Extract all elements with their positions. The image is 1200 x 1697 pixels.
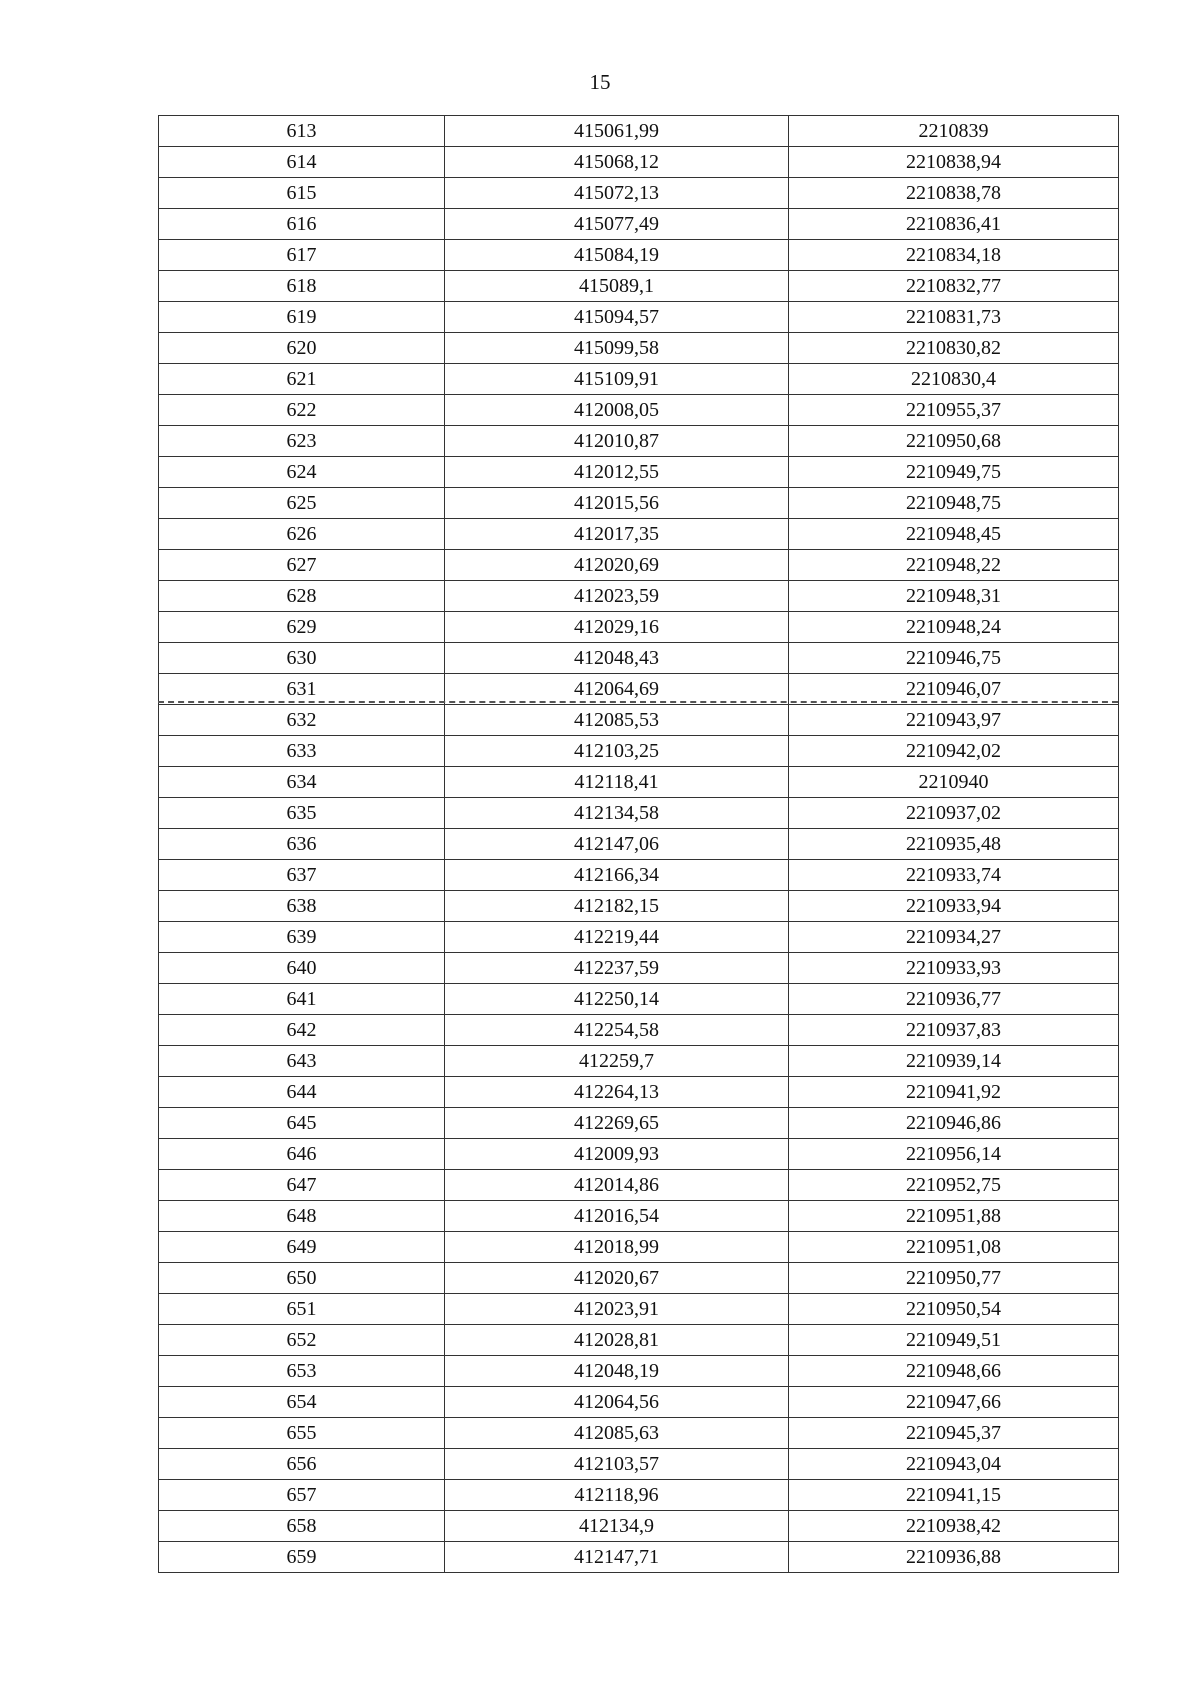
- point-number-cell: 636: [159, 829, 445, 860]
- x-coordinate-cell: 412048,43: [445, 643, 789, 674]
- y-coordinate-cell: 2210951,88: [789, 1201, 1119, 1232]
- point-number-cell: 624: [159, 457, 445, 488]
- x-coordinate-cell: 412048,19: [445, 1356, 789, 1387]
- x-coordinate-cell: 415109,91: [445, 364, 789, 395]
- y-coordinate-cell: 2210933,93: [789, 953, 1119, 984]
- y-coordinate-cell: 2210940: [789, 767, 1119, 798]
- point-number-cell: 627: [159, 550, 445, 581]
- point-number-cell: 637: [159, 860, 445, 891]
- y-coordinate-cell: 2210948,31: [789, 581, 1119, 612]
- x-coordinate-cell: 412015,56: [445, 488, 789, 519]
- point-number-cell: 642: [159, 1015, 445, 1046]
- y-coordinate-cell: 2210948,66: [789, 1356, 1119, 1387]
- y-coordinate-cell: 2210950,77: [789, 1263, 1119, 1294]
- table-row: [159, 302, 1119, 333]
- point-number-cell: 631: [159, 674, 445, 705]
- x-coordinate-cell: 412134,58: [445, 798, 789, 829]
- table-row: [159, 1449, 1119, 1480]
- y-coordinate-cell: 2210941,15: [789, 1480, 1119, 1511]
- x-coordinate-cell: 412182,15: [445, 891, 789, 922]
- point-number-cell: 622: [159, 395, 445, 426]
- table-row: [159, 829, 1119, 860]
- y-coordinate-cell: 2210948,24: [789, 612, 1119, 643]
- y-coordinate-cell: 2210948,22: [789, 550, 1119, 581]
- point-number-cell: 617: [159, 240, 445, 271]
- y-coordinate-cell: 2210949,51: [789, 1325, 1119, 1356]
- x-coordinate-cell: 412219,44: [445, 922, 789, 953]
- y-coordinate-cell: 2210947,66: [789, 1387, 1119, 1418]
- x-coordinate-cell: 415077,49: [445, 209, 789, 240]
- table-row: [159, 1077, 1119, 1108]
- point-number-cell: 641: [159, 984, 445, 1015]
- point-number-cell: 638: [159, 891, 445, 922]
- table-row: [159, 147, 1119, 178]
- table-row: [159, 1387, 1119, 1418]
- y-coordinate-cell: 2210832,77: [789, 271, 1119, 302]
- y-coordinate-cell: 2210937,02: [789, 798, 1119, 829]
- table-row: [159, 1511, 1119, 1542]
- y-coordinate-cell: 2210946,07: [789, 674, 1119, 705]
- x-coordinate-cell: 412017,35: [445, 519, 789, 550]
- x-coordinate-cell: 412259,7: [445, 1046, 789, 1077]
- x-coordinate-cell: 412029,16: [445, 612, 789, 643]
- y-coordinate-cell: 2210948,45: [789, 519, 1119, 550]
- x-coordinate-cell: 412118,41: [445, 767, 789, 798]
- y-coordinate-cell: 2210952,75: [789, 1170, 1119, 1201]
- table-row: [159, 426, 1119, 457]
- x-coordinate-cell: 412264,13: [445, 1077, 789, 1108]
- y-coordinate-cell: 2210950,54: [789, 1294, 1119, 1325]
- point-number-cell: 654: [159, 1387, 445, 1418]
- point-number-cell: 651: [159, 1294, 445, 1325]
- point-number-cell: 644: [159, 1077, 445, 1108]
- coordinates-table: [158, 115, 1119, 1573]
- x-coordinate-cell: 412103,25: [445, 736, 789, 767]
- y-coordinate-cell: 2210943,97: [789, 705, 1119, 736]
- x-coordinate-cell: 415061,99: [445, 116, 789, 147]
- table-row: [159, 581, 1119, 612]
- x-coordinate-cell: 415094,57: [445, 302, 789, 333]
- y-coordinate-cell: 2210936,77: [789, 984, 1119, 1015]
- table-row: [159, 333, 1119, 364]
- point-number-cell: 655: [159, 1418, 445, 1449]
- x-coordinate-cell: 412028,81: [445, 1325, 789, 1356]
- point-number-cell: 619: [159, 302, 445, 333]
- table-row: [159, 612, 1119, 643]
- y-coordinate-cell: 2210936,88: [789, 1542, 1119, 1573]
- y-coordinate-cell: 2210949,75: [789, 457, 1119, 488]
- x-coordinate-cell: 412020,69: [445, 550, 789, 581]
- y-coordinate-cell: 2210934,27: [789, 922, 1119, 953]
- y-coordinate-cell: 2210834,18: [789, 240, 1119, 271]
- x-coordinate-cell: 412016,54: [445, 1201, 789, 1232]
- y-coordinate-cell: 2210946,86: [789, 1108, 1119, 1139]
- point-number-cell: 633: [159, 736, 445, 767]
- y-coordinate-cell: 2210950,68: [789, 426, 1119, 457]
- point-number-cell: 658: [159, 1511, 445, 1542]
- y-coordinate-cell: 2210943,04: [789, 1449, 1119, 1480]
- point-number-cell: 656: [159, 1449, 445, 1480]
- table-row: [159, 1325, 1119, 1356]
- table-row: [159, 1232, 1119, 1263]
- point-number-cell: 630: [159, 643, 445, 674]
- table-row: [159, 1170, 1119, 1201]
- point-number-cell: 646: [159, 1139, 445, 1170]
- table-row: [159, 1418, 1119, 1449]
- point-number-cell: 621: [159, 364, 445, 395]
- x-coordinate-cell: 412103,57: [445, 1449, 789, 1480]
- point-number-cell: 623: [159, 426, 445, 457]
- x-coordinate-cell: 412009,93: [445, 1139, 789, 1170]
- y-coordinate-cell: 2210951,08: [789, 1232, 1119, 1263]
- x-coordinate-cell: 415089,1: [445, 271, 789, 302]
- x-coordinate-cell: 412064,56: [445, 1387, 789, 1418]
- table-row: [159, 1356, 1119, 1387]
- table-row: [159, 364, 1119, 395]
- x-coordinate-cell: 412085,53: [445, 705, 789, 736]
- x-coordinate-cell: 412023,59: [445, 581, 789, 612]
- table-row: [159, 798, 1119, 829]
- x-coordinate-cell: 412254,58: [445, 1015, 789, 1046]
- point-number-cell: 635: [159, 798, 445, 829]
- y-coordinate-cell: 2210937,83: [789, 1015, 1119, 1046]
- x-coordinate-cell: 412064,69: [445, 674, 789, 705]
- table-row: [159, 860, 1119, 891]
- x-coordinate-cell: 412134,9: [445, 1511, 789, 1542]
- x-coordinate-cell: 412010,87: [445, 426, 789, 457]
- y-coordinate-cell: 2210830,4: [789, 364, 1119, 395]
- x-coordinate-cell: 412269,65: [445, 1108, 789, 1139]
- y-coordinate-cell: 2210938,42: [789, 1511, 1119, 1542]
- table-row: [159, 209, 1119, 240]
- table-row: [159, 953, 1119, 984]
- x-coordinate-cell: 412147,71: [445, 1542, 789, 1573]
- y-coordinate-cell: 2210955,37: [789, 395, 1119, 426]
- y-coordinate-cell: 2210839: [789, 116, 1119, 147]
- point-number-cell: 625: [159, 488, 445, 519]
- y-coordinate-cell: 2210942,02: [789, 736, 1119, 767]
- y-coordinate-cell: 2210948,75: [789, 488, 1119, 519]
- table-row: [159, 519, 1119, 550]
- point-number-cell: 613: [159, 116, 445, 147]
- table-row: [159, 891, 1119, 922]
- table-row: [159, 984, 1119, 1015]
- y-coordinate-cell: 2210945,37: [789, 1418, 1119, 1449]
- page-number: 15: [589, 70, 611, 94]
- x-coordinate-cell: 412018,99: [445, 1232, 789, 1263]
- y-coordinate-cell: 2210935,48: [789, 829, 1119, 860]
- point-number-cell: 618: [159, 271, 445, 302]
- x-coordinate-cell: 412166,34: [445, 860, 789, 891]
- point-number-cell: 649: [159, 1232, 445, 1263]
- point-number-cell: 652: [159, 1325, 445, 1356]
- table-row: [159, 1480, 1119, 1511]
- point-number-cell: 629: [159, 612, 445, 643]
- y-coordinate-cell: 2210946,75: [789, 643, 1119, 674]
- y-coordinate-cell: 2210838,78: [789, 178, 1119, 209]
- point-number-cell: 645: [159, 1108, 445, 1139]
- x-coordinate-cell: 415072,13: [445, 178, 789, 209]
- table-row: [159, 1201, 1119, 1232]
- point-number-cell: 614: [159, 147, 445, 178]
- table-row: [159, 240, 1119, 271]
- point-number-cell: 628: [159, 581, 445, 612]
- x-coordinate-cell: 412147,06: [445, 829, 789, 860]
- table-row: [159, 922, 1119, 953]
- table-row: [159, 1015, 1119, 1046]
- x-coordinate-cell: 415099,58: [445, 333, 789, 364]
- x-coordinate-cell: 412014,86: [445, 1170, 789, 1201]
- table-row: [159, 395, 1119, 426]
- x-coordinate-cell: 412008,05: [445, 395, 789, 426]
- x-coordinate-cell: 415084,19: [445, 240, 789, 271]
- table-row: [159, 1542, 1119, 1573]
- table-row: [159, 457, 1119, 488]
- y-coordinate-cell: 2210838,94: [789, 147, 1119, 178]
- table-row: [159, 1108, 1119, 1139]
- table-row: [159, 1139, 1119, 1170]
- table-row: [159, 1294, 1119, 1325]
- table-row: [159, 643, 1119, 674]
- y-coordinate-cell: 2210830,82: [789, 333, 1119, 364]
- point-number-cell: 643: [159, 1046, 445, 1077]
- point-number-cell: 648: [159, 1201, 445, 1232]
- y-coordinate-cell: 2210933,74: [789, 860, 1119, 891]
- y-coordinate-cell: 2210831,73: [789, 302, 1119, 333]
- point-number-cell: 639: [159, 922, 445, 953]
- point-number-cell: 632: [159, 705, 445, 736]
- point-number-cell: 647: [159, 1170, 445, 1201]
- table-row: [159, 178, 1119, 209]
- table-row: [159, 1046, 1119, 1077]
- y-coordinate-cell: 2210836,41: [789, 209, 1119, 240]
- scan-artifact-dashed-line: [158, 701, 1118, 703]
- x-coordinate-cell: 412023,91: [445, 1294, 789, 1325]
- table-row: [159, 767, 1119, 798]
- y-coordinate-cell: 2210933,94: [789, 891, 1119, 922]
- point-number-cell: 659: [159, 1542, 445, 1573]
- y-coordinate-cell: 2210939,14: [789, 1046, 1119, 1077]
- table-row: [159, 550, 1119, 581]
- table-row: [159, 488, 1119, 519]
- point-number-cell: 620: [159, 333, 445, 364]
- point-number-cell: 657: [159, 1480, 445, 1511]
- x-coordinate-cell: 412085,63: [445, 1418, 789, 1449]
- point-number-cell: 626: [159, 519, 445, 550]
- point-number-cell: 634: [159, 767, 445, 798]
- table-row: [159, 705, 1119, 736]
- x-coordinate-cell: 412020,67: [445, 1263, 789, 1294]
- table-row: [159, 1263, 1119, 1294]
- x-coordinate-cell: 412237,59: [445, 953, 789, 984]
- y-coordinate-cell: 2210956,14: [789, 1139, 1119, 1170]
- x-coordinate-cell: 412118,96: [445, 1480, 789, 1511]
- point-number-cell: 650: [159, 1263, 445, 1294]
- point-number-cell: 653: [159, 1356, 445, 1387]
- table-row: [159, 271, 1119, 302]
- x-coordinate-cell: 412250,14: [445, 984, 789, 1015]
- point-number-cell: 616: [159, 209, 445, 240]
- point-number-cell: 615: [159, 178, 445, 209]
- coordinates-table-body: [159, 116, 1119, 1573]
- table-row: [159, 736, 1119, 767]
- point-number-cell: 640: [159, 953, 445, 984]
- table-row: [159, 674, 1119, 705]
- x-coordinate-cell: 415068,12: [445, 147, 789, 178]
- x-coordinate-cell: 412012,55: [445, 457, 789, 488]
- table-row: [159, 116, 1119, 147]
- y-coordinate-cell: 2210941,92: [789, 1077, 1119, 1108]
